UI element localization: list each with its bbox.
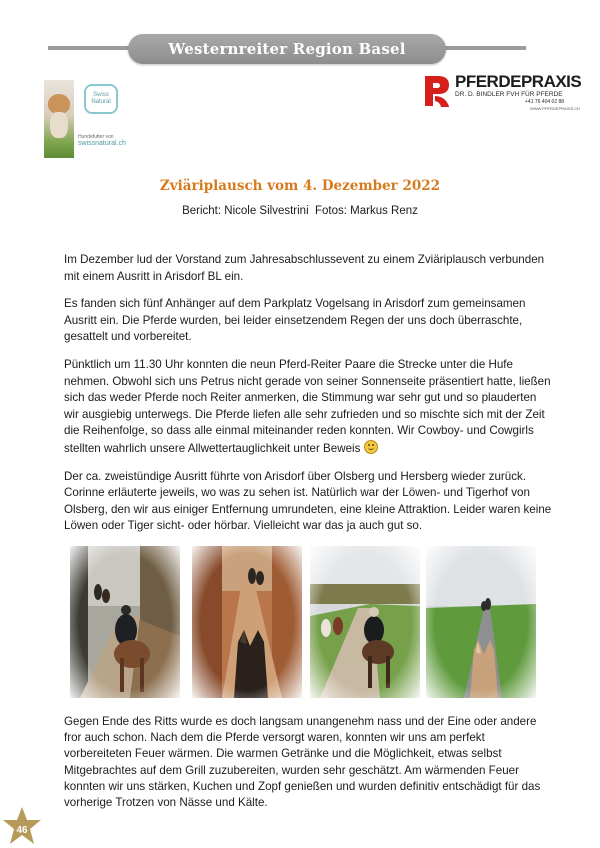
page-number: 46 [16,825,28,836]
header-banner [128,34,446,64]
pferdepraxis-ad[interactable] [422,72,582,112]
pferdepraxis-title: PFERDEPRAXIS [455,72,582,91]
swissnatural-logo [84,84,118,114]
rider-on-gravel-road-photo[interactable] [310,546,420,698]
horse-ears-autumn-path-photo[interactable] [192,546,302,698]
photo-strip [70,546,536,698]
article-body [64,252,552,546]
pferdepraxis-logo-icon [422,74,452,108]
badge-line-1: Swiss [93,92,109,98]
swissnatural-caption [78,134,128,147]
caption-text: Hundefutter von [78,134,114,140]
paragraph-3 [64,357,552,458]
pferdepraxis-subtitle: DR. D. BINDLER FVH FÜR PFERDE [455,91,563,98]
paragraph-4: Der ca. zweistündige Ausritt führte von Arisdorf über Olsberg und Hersberg wieder zurück. Corinne erläuterte jeweils, wo was zu sehen ist. Natürlich war der Löwen- und Tigerhof von Olsberg, den wir aus einiger Entfernung umrundeten, eine kleine Attraktion. Leider waren keine Löwen oder Tiger sicht- oder hörbar. Vielleicht war das ja auch gut so. [64,469,552,533]
article-title: Zviäriplausch vom 4. Dezember 2022 [159,178,441,194]
closing-paragraph: Gegen Ende des Ritts wurde es doch langsam unangenehm nass und der Eine oder andere fror auch schon. Nach dem die Pferde versorgt waren, konnten wir uns am perfekt vorbereiteten Feuer wärmen. Die warmen Getränke und die Möglichkeit, etwas selbst Mitgebrachtes auf dem Grill zuzubereiten, wurden sehr geschätzt. Am wärmenden Feuer konnten wir uns stärken, Kuchen und Zopf genießen und wurden definitiv entschädigt für das vorherige Trotzen von Nässe und Kälte. [64,715,541,810]
dog-photo [44,80,74,158]
pferdepraxis-website: WWW.PFERDEPRAXIS.CH [530,106,581,111]
badge-line-2: Natural [91,99,111,105]
swissnatural-ad[interactable] [44,80,126,158]
horse-ears-field-road-photo[interactable] [426,546,536,698]
dog-body-shape [50,112,68,138]
paragraph-2: Es fanden sich fünf Anhänger auf dem Parkplatz Vogelsang in Arisdorf zum gemeinsamen Ausritt ein. Die Pferde wurden, bei leider einsetzendem Regen der uns doch überraschte, gesattelt und vorbereitet. [64,297,526,344]
smiley-icon [364,440,378,454]
paragraph-1: Im Dezember lud der Vorstand zum Jahresabschlussevent zu einem Zviäriplausch verbunden mit einem Ausritt in Arisdorf BL ein. [64,253,545,283]
dog-head-shape [48,94,70,114]
article-byline: Bericht: Nicole Silvestrini Fotos: Markus Renz [182,205,418,217]
header-title: Westernreiter Region Basel [168,40,406,58]
paragraph-3-text: Pünktlich um 11.30 Uhr konnten die neun Pferd-Reiter Paare die Strecke unter die Hufe nehmen. Obwohl sich uns Petrus nicht gerade von seiner Sonnenseite präsentiert hatte, ließen sich das weder Pferde noch Reiter anmerken, die Stimmung war sehr gut und so plauderten wir ausgiebig unterwegs. Die Pferde liefen alle sehr zufrieden und so mischte sich mit der Zeit die Reihenfolge, so dass alle einmal miteinander reden konnten. Wir Cowboy- und Cowgirls stellten wahrlich unsere Allwettertauglichkeit unter Beweis [64,357,551,455]
brand-url: swissnatural.ch [78,140,126,147]
forest-trail-riders-photo[interactable] [70,546,180,698]
pferdepraxis-phone: +41 76 404 02 88 [525,99,565,105]
